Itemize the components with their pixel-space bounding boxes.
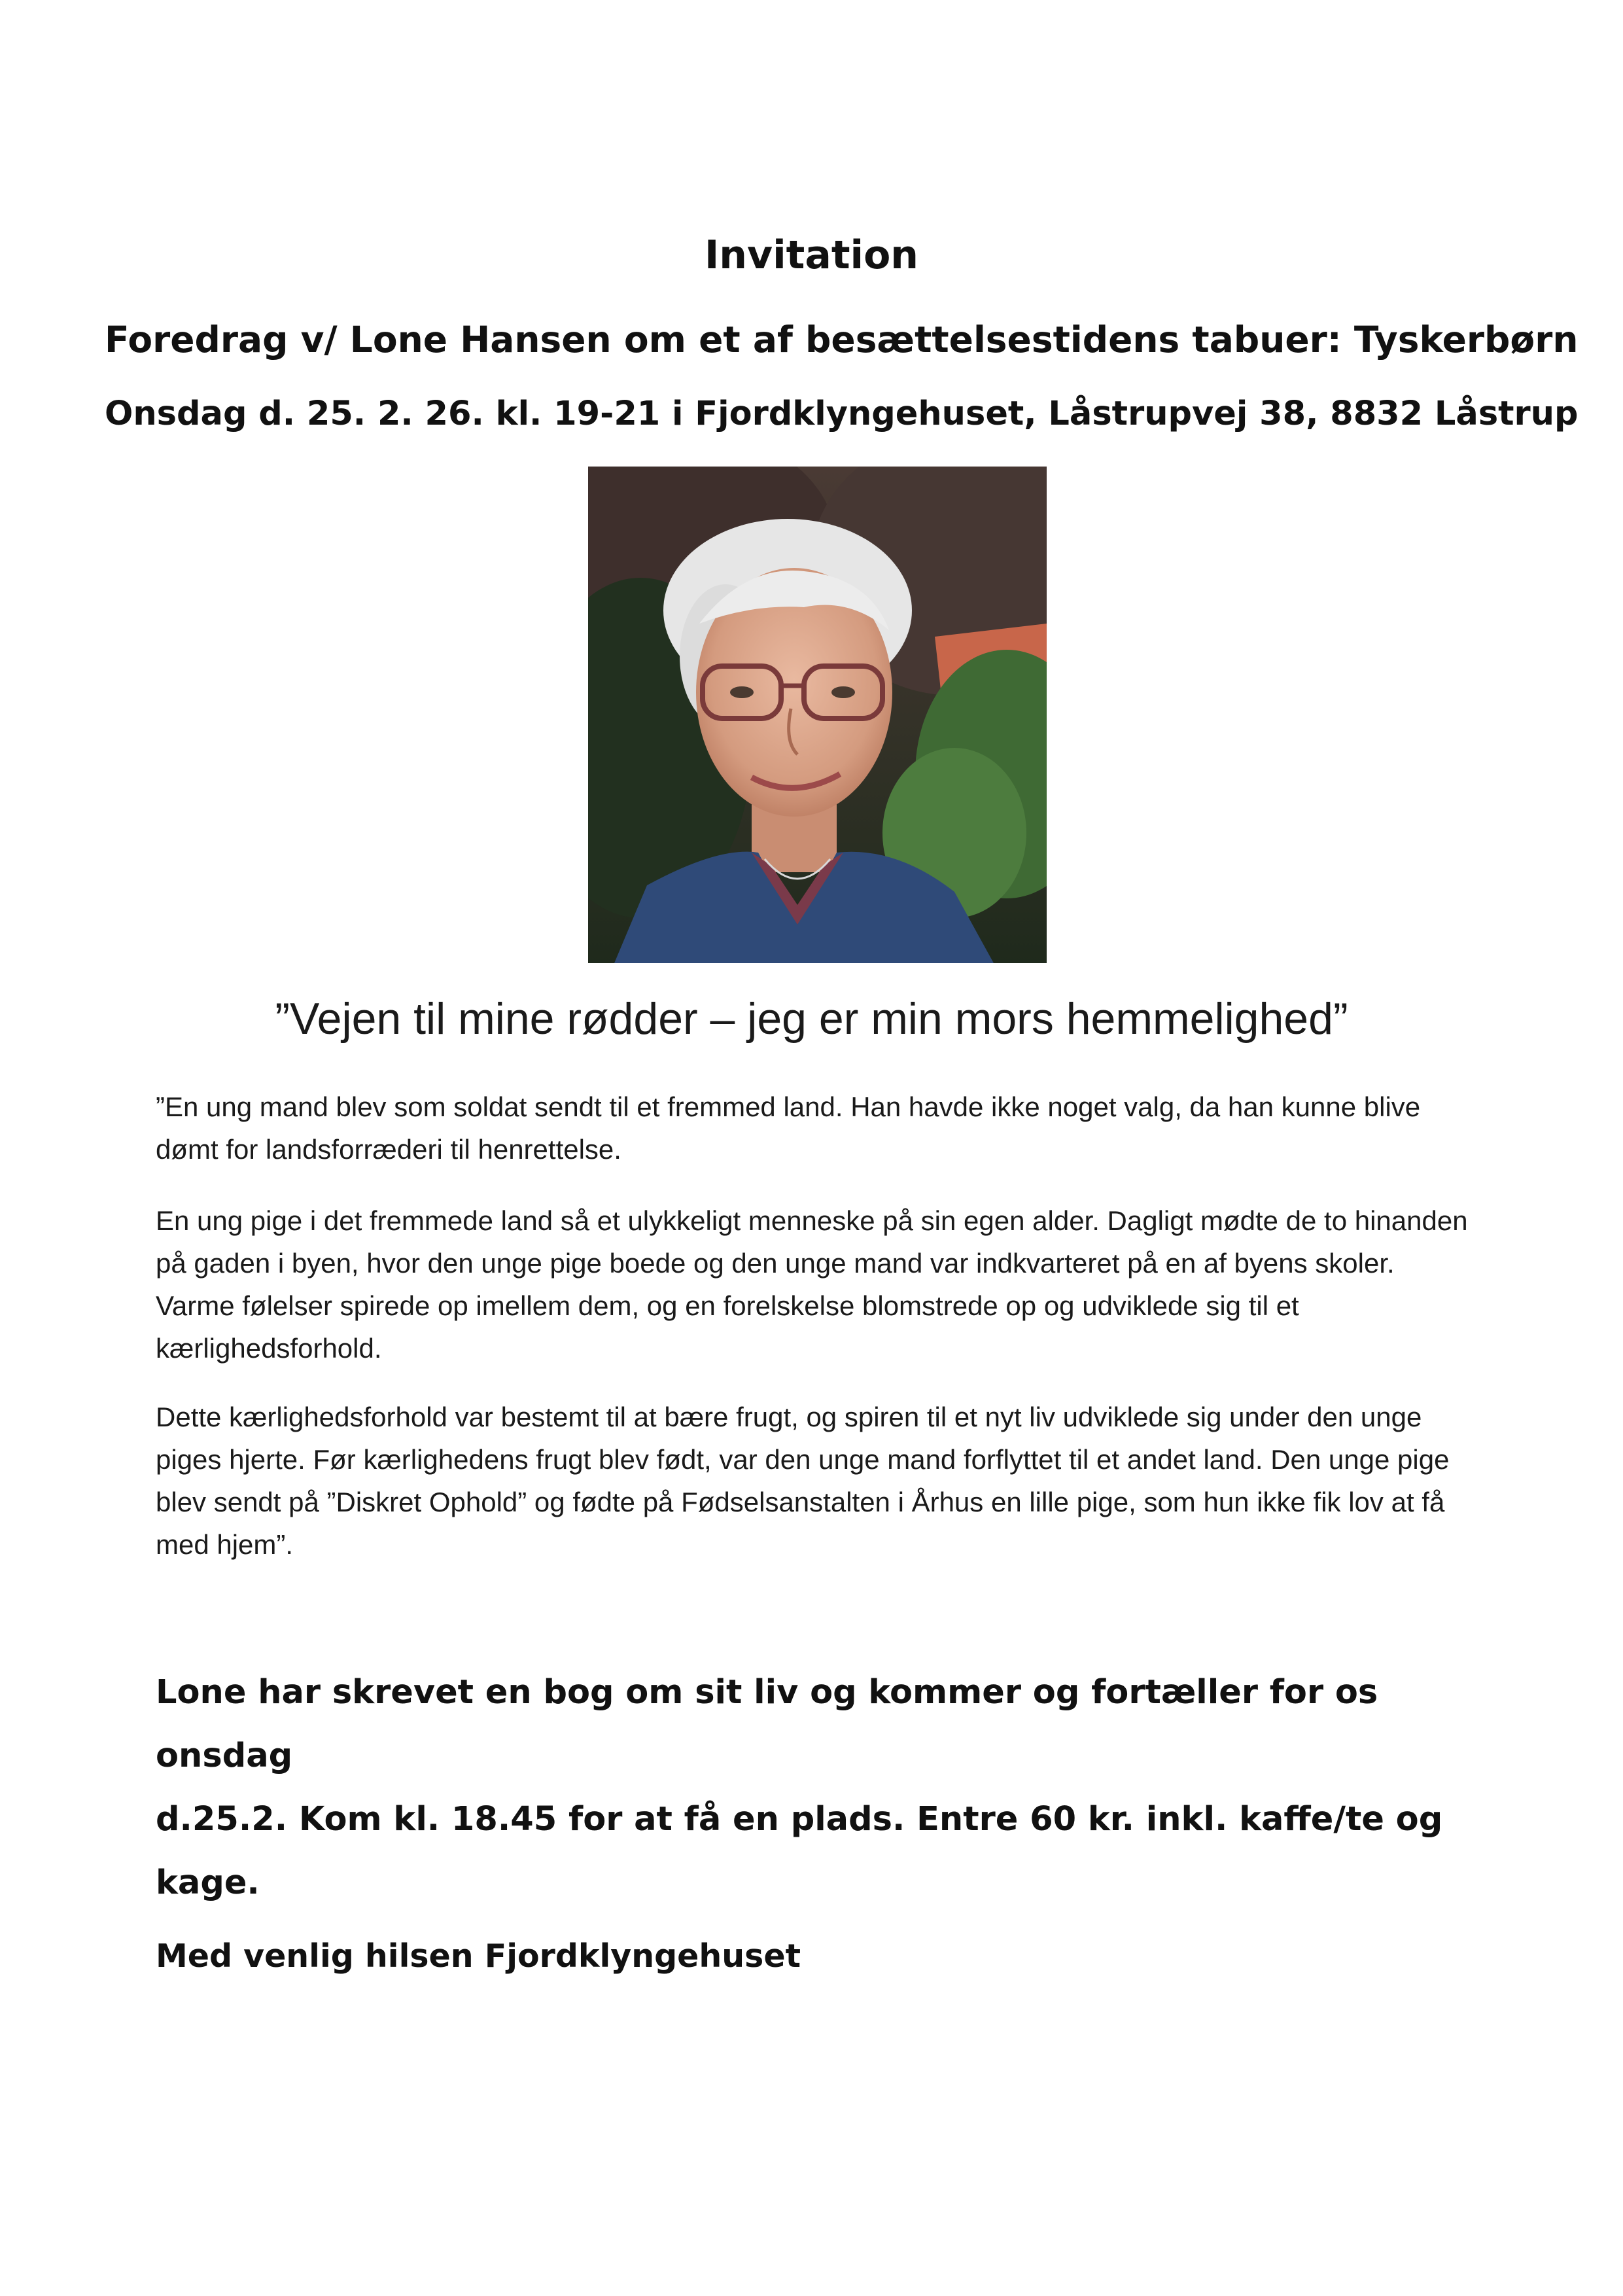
announcement-line: d.25.2. Kom kl. 18.45 for at få en plads. Entre 60 kr. inkl. kaffe/te og kage. xyxy=(156,1800,1443,1902)
story-line: En ung pige i det fremmede land så et ulykkeligt menneske på sin egen alder. Dagligt mødte de to hinanden xyxy=(156,1205,1468,1236)
closing-greeting: Med venlig hilsen Fjordklyngehuset xyxy=(156,1937,801,1975)
event-announcement xyxy=(156,1661,1503,1915)
story-paragraph-2 xyxy=(156,1199,1490,1369)
story-line: ”En ung mand blev som soldat sendt til et fremmed land. Han havde ikke noget valg, da han kunne blive xyxy=(156,1091,1421,1122)
story-line: på gaden i byen, hvor den unge pige boede og den unge mand var indkvarteret på en af byens skoler. xyxy=(156,1248,1395,1279)
story-line: Varme følelser spirede op imellem dem, og en forelskelse blomstrede op og udviklede sig til et xyxy=(156,1290,1299,1321)
book-title-quote: ”Vejen til mine rødder – jeg er min mors hemmelighed” xyxy=(275,994,1348,1044)
story-paragraph-3 xyxy=(156,1396,1490,1566)
event-date-location: Onsdag d. 25. 2. 26. kl. 19-21 i Fjordklyngehuset, Låstrupvej 38, 8832 Låstrup xyxy=(105,395,1579,433)
announcement-line: Lone har skrevet en bog om sit liv og kommer og fortæller for os onsdag xyxy=(156,1673,1378,1775)
lecture-subtitle: Foredrag v/ Lone Hansen om et af besættelsestidens tabuer: Tyskerbørn xyxy=(105,319,1579,361)
story-line: med hjem”. xyxy=(156,1529,294,1560)
invitation-title: Invitation xyxy=(704,232,919,278)
story-line: piges hjerte. Før kærlighedens frugt blev født, var den unge mand forflyttet til et andet land. Den unge pige xyxy=(156,1444,1450,1475)
story-line: Dette kærlighedsforhold var bestemt til at bære frugt, og spiren til et nyt liv udviklede sig under den unge xyxy=(156,1402,1422,1432)
story-line: kærlighedsforhold. xyxy=(156,1333,382,1364)
story-paragraph-1 xyxy=(156,1086,1490,1171)
story-line: dømt for landsforræderi til henrettelse. xyxy=(156,1134,621,1165)
speaker-portrait-photo xyxy=(588,467,1047,963)
story-line: blev sendt på ”Diskret Ophold” og fødte på Fødselsanstalten i Århus en lille pige, som hun ikke fik lov at få xyxy=(156,1487,1445,1517)
